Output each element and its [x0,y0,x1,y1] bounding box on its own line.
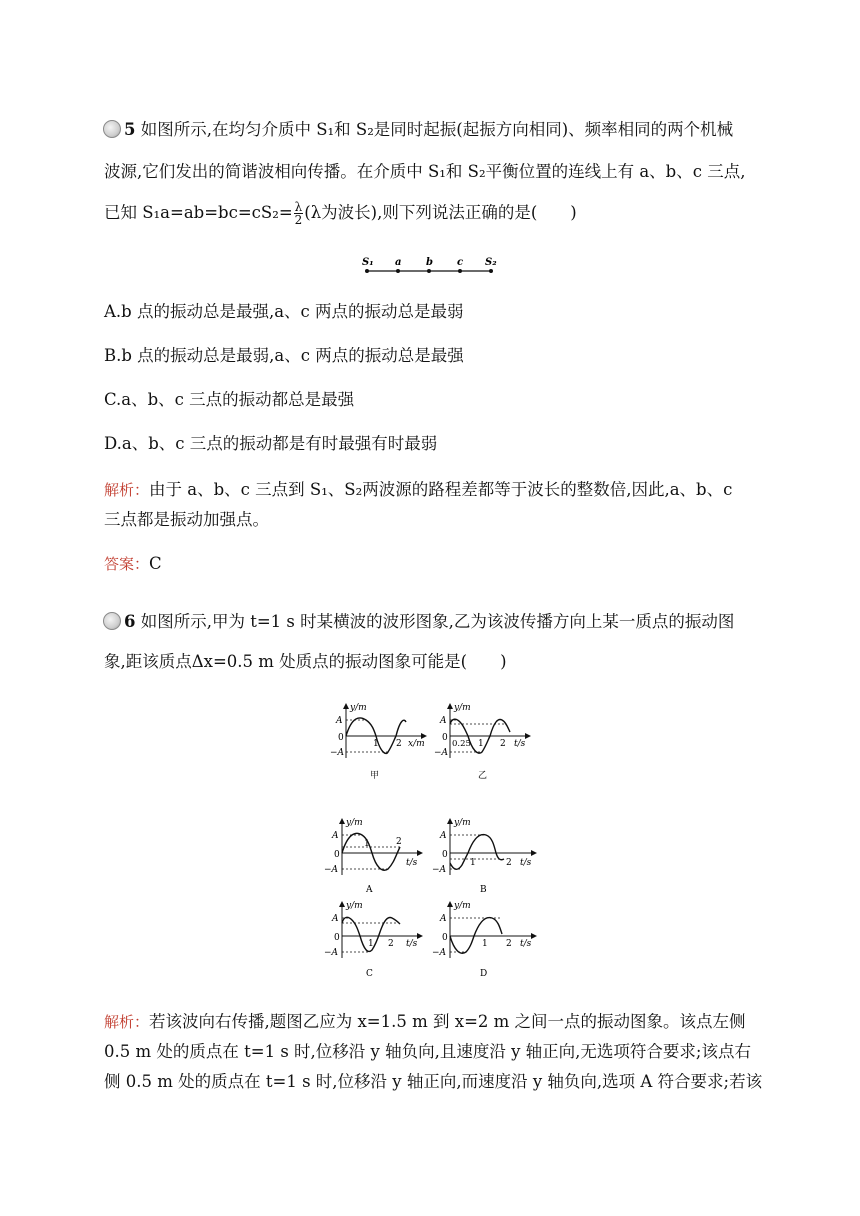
label-b: b [426,257,433,268]
yi-one: 1 [478,739,484,749]
q5-analysis-line-2: 三点都是振动加强点。 [104,510,269,529]
yi-quarter: 0.25 [452,739,471,749]
b-amp: A [440,831,447,841]
q6-analysis-line-3: 侧 0.5 m 处的质点在 t=1 s 时,位移沿 y 轴正向,而速度沿 y 轴负向,选项 A 符合要求;若该 [104,1072,763,1091]
q5-analysis-label: 解析： [104,481,150,499]
b-one: 1 [470,858,476,868]
d-amp: A [440,914,447,924]
yi-amp: A [440,716,447,726]
b-two: 2 [506,858,512,868]
yi-caption: 乙 [478,771,488,781]
label-s2: S₂ [485,257,497,268]
d-t-unit: t/s [520,939,532,949]
c-two: 2 [388,939,394,949]
yi-neg-amp: −A [434,748,449,758]
b-zero: 0 [442,850,448,860]
q5-option-a: A.b 点的振动总是最强,a、c 两点的振动总是最弱 [104,302,464,321]
a-t-unit: t/s [406,858,418,868]
q5-option-c: C.a、b、c 三点的振动都总是最强 [104,390,355,409]
question-marker-icon [103,612,121,630]
graph-option-d [430,898,540,980]
graph-option-c [322,898,426,980]
b-caption: B [480,885,487,895]
q5-option-b: B.b 点的振动总是最弱,a、c 两点的振动总是最强 [104,346,464,365]
c-caption: C [366,969,373,979]
yi-t-unit: t/s [514,739,526,749]
c-t-unit: t/s [406,939,418,949]
d-two: 2 [506,939,512,949]
q5-option-d: D.a、b、c 三点的振动都是有时最强有时最弱 [104,434,438,453]
c-one: 1 [368,939,374,949]
d-caption: D [480,969,488,979]
q6-analysis-label: 解析： [104,1013,150,1031]
jia-two: 2 [396,739,402,749]
graph-option-a [322,815,426,895]
a-caption: A [366,885,373,895]
q6-line-1: 6 如图所示,甲为 t=1 s 时某横波的波形图象,乙为该波传播方向上某一质点的振动图 [124,612,735,631]
jia-one: 1 [373,739,379,749]
q5-line-3: 已知 S₁a=ab=bc=cS₂= $\frac{\lambda}{2}$ (λ为波长),则下列说法正确的是( ) [104,200,577,227]
label-c: c [457,257,464,268]
q5-source-figure [355,253,505,279]
q6-number: 6 [124,612,136,631]
d-zero: 0 [442,933,448,943]
jia-zero: 0 [338,733,344,743]
c-zero: 0 [334,933,340,943]
label-s1: S₁ [362,257,374,268]
d-y-unit: y/m [454,901,471,911]
a-one: 1 [364,839,370,849]
graph-yi [434,700,534,782]
b-y-unit: y/m [454,818,471,828]
yi-zero: 0 [442,733,448,743]
a-y-unit: y/m [346,818,363,828]
q5-answer-label: 答案： [104,555,150,573]
q5-line-1: 5 如图所示,在均匀介质中 S₁和 S₂是同时起振(起振方向相同)、频率相同的两个机械 [124,120,734,139]
q6-analysis-line-2: 0.5 m 处的质点在 t=1 s 时,位移沿 y 轴负向,且速度沿 y 轴正向,无选项符合要求;该点右 [104,1042,751,1061]
d-neg-amp: −A [432,948,447,958]
jia-x-unit: x/m [408,739,425,749]
jia-y-unit: y/m [350,703,367,713]
a-two: 2 [396,837,402,847]
c-y-unit: y/m [346,901,363,911]
c-amp: A [332,914,339,924]
a-zero: 0 [334,850,340,860]
a-amp: A [332,831,339,841]
question-marker-icon [103,120,121,138]
d-one: 1 [482,939,488,949]
yi-two: 2 [500,739,506,749]
b-t-unit: t/s [520,858,532,868]
q5-number: 5 [124,120,136,139]
jia-amp: A [336,716,343,726]
q6-analysis-line-1: 解析：若该波向右传播,题图乙应为 x=1.5 m 到 x=2 m 之间一点的振动图象。该点左侧 [104,1012,746,1031]
yi-y-unit: y/m [454,703,471,713]
jia-neg-amp: −A [330,748,345,758]
q5-line-2: 波源,它们发出的简谐波相向传播。在介质中 S₁和 S₂平衡位置的连线上有 a、b、c 三点, [104,162,746,181]
b-neg-amp: −A [432,865,447,875]
graph-option-b [430,815,540,895]
q6-line-2: 象,距该质点Δx=0.5 m 处质点的振动图象可能是( ) [104,652,507,671]
q5-answer: 答案：C [104,554,162,573]
a-neg-amp: −A [324,865,339,875]
jia-caption: 甲 [370,771,380,781]
c-neg-amp: −A [324,948,339,958]
label-a: a [395,257,402,268]
graph-jia [330,700,430,782]
q5-analysis-line-1: 解析：由于 a、b、c 三点到 S₁、S₂两波源的路程差都等于波长的整数倍,因此,a、b、c [104,480,733,499]
lambda-half-fraction: $\frac{\lambda}{2}$ [294,200,303,227]
